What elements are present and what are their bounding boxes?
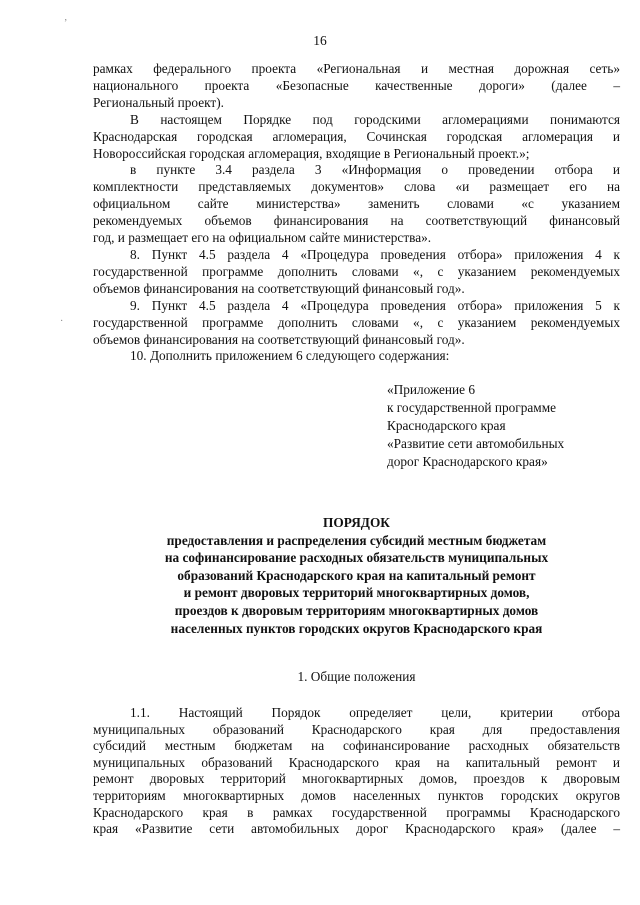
text-line: объемов финансирования на соответствующий финансовый год». xyxy=(93,331,465,347)
text-line: государственной программе дополнить словами «, с указанием рекомендуемых xyxy=(93,314,620,330)
appendix-line: Краснодарского края xyxy=(387,418,506,433)
appendix-line: дорог Краснодарского края» xyxy=(387,454,548,469)
text-line: рекомендуемых объемов финансирования на соответствующий финансовый xyxy=(93,213,620,229)
text-line: в пункте 3.4 раздела 3 «Информация о проведении отбора и xyxy=(130,162,620,178)
scan-speck: · xyxy=(60,316,64,327)
text-line: края «Развитие сети автомобильных дорог Краснодарского края» (далее – xyxy=(93,821,620,837)
document-title xyxy=(93,514,620,637)
title-line: проездов к дворовым территориям многоквартирных домов xyxy=(174,602,539,618)
paragraph-item-9 xyxy=(93,298,620,349)
section-body xyxy=(93,705,620,838)
page-number: 16 xyxy=(313,33,327,48)
text-line: муниципальных образований Краснодарского края на капитальный ремонт и xyxy=(93,754,620,770)
text-line: муниципальных образований Краснодарского края для предоставления xyxy=(93,721,620,737)
amendments-text xyxy=(93,61,620,365)
text-line: субсидий местным бюджетам на софинансирование расходных обязательств xyxy=(93,738,620,754)
text-line: государственной программе дополнить словами «, с указанием рекомендуемых xyxy=(93,263,620,279)
appendix-line: «Развитие сети автомобильных xyxy=(387,436,565,451)
paragraph-point-3-4 xyxy=(93,162,620,247)
text-line: год, и размещает его на официальном сайте министерства». xyxy=(93,230,432,246)
text-line: комплектности представляемых документов» слова «и размещает его на xyxy=(93,179,620,195)
text-line: 1.1. Настоящий Порядок определяет цели, критерии отбора xyxy=(130,705,620,720)
paragraph-regional-project xyxy=(93,61,620,112)
text-line: рамках федерального проекта «Региональная и местная дорожная сеть» xyxy=(93,61,620,76)
text-line: Краснодарского края в рамках государственной программы Краснодарского xyxy=(93,804,620,820)
appendix-header xyxy=(387,381,627,471)
text-line: официальном сайте министерства» заменить словами «с указанием xyxy=(93,196,620,212)
title-line: на софинансирование расходных обязательств муниципальных xyxy=(164,550,549,566)
section-heading: 1. Общие положения xyxy=(297,669,416,684)
text-line: 8. Пункт 4.5 раздела 4 «Процедура проведения отбора» приложения 4 к xyxy=(130,246,620,262)
text-line: национального проекта «Безопасные качественные дороги» (далее – xyxy=(93,77,620,93)
text-line: Новороссийская городская агломерация, входящие в Региональный проект.»; xyxy=(93,145,530,161)
text-line: Региональный проект). xyxy=(93,94,224,110)
text-line: Краснодарская городская агломерация, Сочинская городская агломерация и xyxy=(93,128,620,144)
text-line: 10. Дополнить приложением 6 следующего содержания: xyxy=(130,348,450,364)
text-line: В настоящем Порядке под городскими агломерациями понимаются xyxy=(130,111,620,127)
title-line: населенных пунктов городских округов Краснодарского края xyxy=(170,620,543,636)
paragraph-item-10 xyxy=(93,348,620,365)
scan-speck: ʼ xyxy=(64,18,68,29)
text-line: ремонт дворовых территорий многоквартирных домов, проездов к дворовым xyxy=(93,771,620,787)
title-line: и ремонт дворовых территорий многоквартирных домов, xyxy=(183,585,530,601)
appendix-line: «Приложение 6 xyxy=(387,382,475,397)
text-line: 9. Пункт 4.5 раздела 4 «Процедура проведения отбора» приложения 5 к xyxy=(130,297,620,313)
appendix-line: к государственной программе xyxy=(387,400,557,415)
text-line: территориям многоквартирных домов населенных пунктов городских округов xyxy=(93,787,620,803)
paragraph-agglomerations xyxy=(93,112,620,163)
title-heading: ПОРЯДОК xyxy=(323,515,390,530)
paragraph-item-8 xyxy=(93,247,620,298)
text-line: объемов финансирования на соответствующий финансовый год». xyxy=(93,280,465,296)
title-line: образований Краснодарского края на капитальный ремонт xyxy=(177,567,536,583)
title-line: предоставления и распределения субсидий местным бюджетам xyxy=(166,532,547,548)
